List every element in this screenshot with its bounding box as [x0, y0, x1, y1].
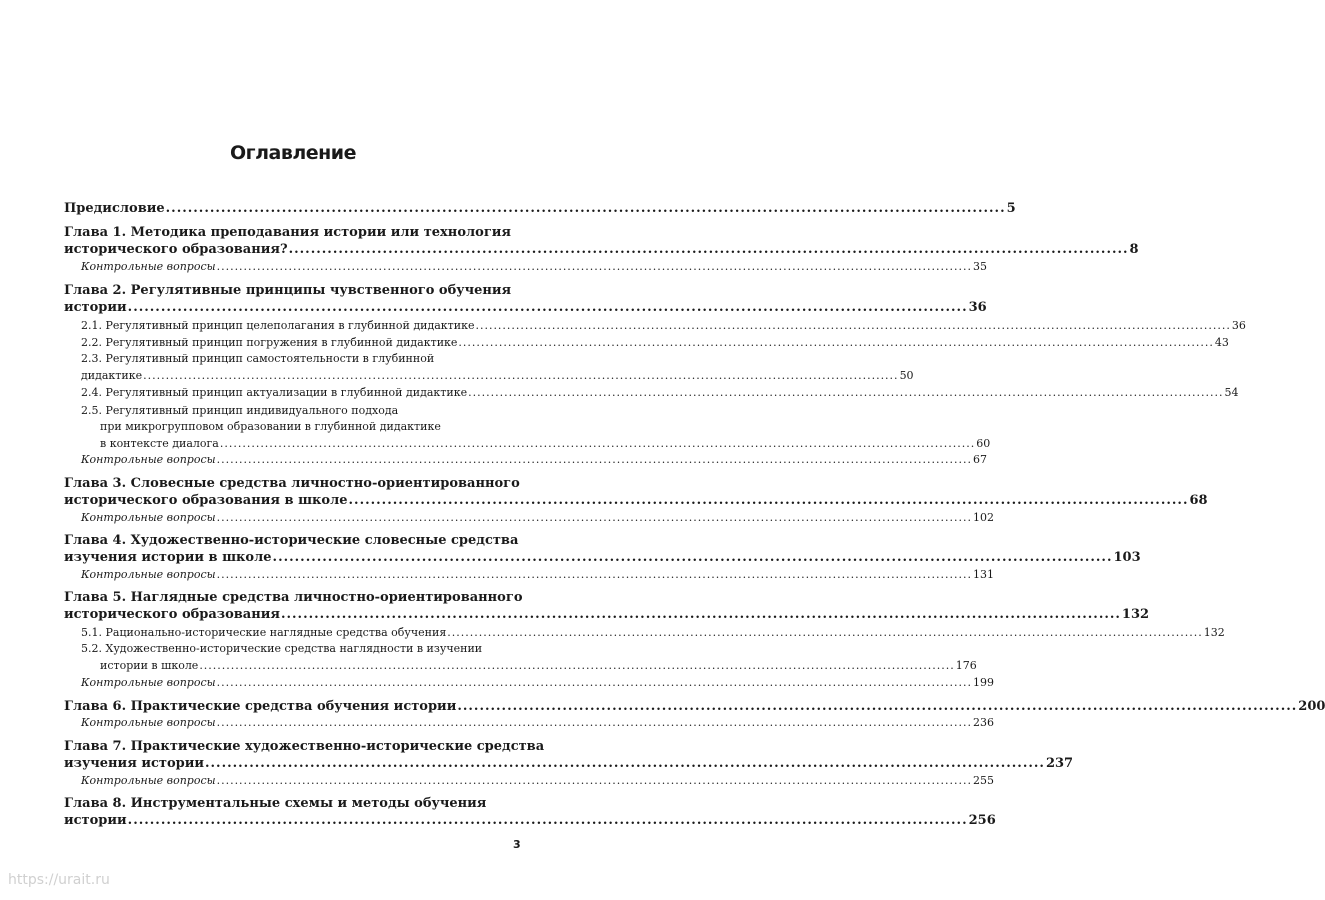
- toc-chapter-title-line[interactable]: Глава 8. Инструментальные схемы и методы обучения: [64, 796, 487, 811]
- toc-leader-dots: ........................................................................................................................................................................: [475, 319, 1231, 332]
- toc-entry-section-2-4[interactable]: [81, 386, 1239, 399]
- toc-entry-text: Контрольные вопросы: [81, 716, 216, 729]
- toc-entry-section-5-1[interactable]: [81, 626, 1225, 639]
- toc-leader-dots: ........................................................................................................................................................................: [216, 676, 973, 689]
- toc-entry-section-2-3[interactable]: [81, 369, 914, 382]
- toc-leader-dots: ........................................................................................................................................................................: [199, 659, 955, 672]
- toc-leader-dots: ........................................................................................................................................................................: [216, 260, 973, 273]
- toc-page-number: 5: [1006, 201, 1016, 216]
- toc-entry-text: истории в школе: [100, 659, 199, 672]
- toc-entry-text: исторического образования: [64, 607, 280, 622]
- toc-chapter-title-line[interactable]: Глава 2. Регулятивные принципы чувственного обучения: [64, 283, 512, 298]
- toc-leader-dots: ........................................................................................................................................................: [280, 607, 1121, 622]
- toc-chapter-title-line[interactable]: Глава 3. Словесные средства личностно-ориентированного: [64, 476, 520, 491]
- toc-entry-preface[interactable]: [64, 201, 1016, 216]
- toc-entry-review-questions[interactable]: [81, 676, 995, 689]
- toc-page-number: 50: [899, 369, 914, 382]
- toc-leader-dots: ........................................................................................................................................................: [288, 242, 1129, 257]
- toc-chapter-title-line[interactable]: Глава 1. Методика преподавания истории или технология: [64, 225, 512, 240]
- toc-entry-review-questions[interactable]: [81, 453, 988, 466]
- toc-page-number: 256: [968, 813, 996, 828]
- toc-leader-dots: ........................................................................................................................................................: [457, 699, 1298, 714]
- toc-leader-dots: ........................................................................................................................................................................: [216, 511, 973, 524]
- toc-page-number: 131: [973, 568, 995, 581]
- toc-section-title-line[interactable]: 2.5. Регулятивный принцип индивидуального подхода: [81, 404, 399, 417]
- watermark-url: https://urait.ru: [8, 872, 110, 888]
- toc-entry-text: истории: [64, 300, 127, 315]
- page-number: 3: [513, 838, 521, 851]
- toc-page-number: 176: [955, 659, 977, 672]
- toc-page-number: 132: [1203, 626, 1225, 639]
- toc-entry-chapter-3[interactable]: [64, 493, 1208, 508]
- toc-entry-text: истории: [64, 813, 127, 828]
- toc-entry-text: 2.4. Регулятивный принцип актуализации в глубинной дидактике: [81, 386, 468, 399]
- toc-entry-chapter-2[interactable]: [64, 300, 987, 315]
- toc-leader-dots: ........................................................................................................................................................: [165, 201, 1006, 216]
- toc-page-number: 103: [1113, 550, 1141, 565]
- toc-entry-text: исторического образования?: [64, 242, 288, 257]
- toc-leader-dots: ........................................................................................................................................................: [205, 756, 1045, 771]
- toc-leader-dots: ........................................................................................................................................................................: [216, 568, 973, 581]
- toc-entry-review-questions[interactable]: [81, 568, 995, 581]
- toc-page-number: 36: [1231, 319, 1246, 332]
- toc-entry-chapter-6[interactable]: [64, 699, 1325, 714]
- toc-leader-dots: ........................................................................................................................................................................: [216, 716, 973, 729]
- toc-leader-dots: ........................................................................................................................................................................: [458, 336, 1214, 349]
- toc-page-number: 255: [973, 774, 995, 787]
- toc-entry-section-2-2[interactable]: [81, 336, 1229, 349]
- toc-section-title-line[interactable]: 2.3. Регулятивный принцип самостоятельности в глубинной: [81, 352, 435, 365]
- toc-section-title-line[interactable]: 5.2. Художественно-исторические средства наглядности в изучении: [81, 642, 483, 655]
- toc-page-number: 102: [973, 511, 995, 524]
- toc-entry-text: Контрольные вопросы: [81, 774, 216, 787]
- toc-page-number: 54: [1224, 386, 1239, 399]
- toc-entry-chapter-1[interactable]: [64, 242, 1139, 257]
- toc-leader-dots: ........................................................................................................................................................: [127, 300, 968, 315]
- toc-chapter-title-line[interactable]: Глава 4. Художественно-исторические словесные средства: [64, 533, 519, 548]
- toc-entry-text: Контрольные вопросы: [81, 511, 216, 524]
- toc-page-number: 68: [1189, 493, 1208, 508]
- toc-entry-chapter-4[interactable]: [64, 550, 1141, 565]
- toc-entry-text: исторического образования в школе: [64, 493, 348, 508]
- toc-entry-text: Контрольные вопросы: [81, 260, 216, 273]
- toc-page-number: 36: [968, 300, 987, 315]
- toc-page-number: 8: [1129, 242, 1139, 257]
- toc-leader-dots: ........................................................................................................................................................................: [219, 437, 976, 450]
- toc-section-title-line[interactable]: при микрогрупповом образовании в глубинной дидактике: [100, 420, 441, 433]
- toc-entry-chapter-5[interactable]: [64, 607, 1150, 622]
- toc-leader-dots: ........................................................................................................................................................................: [216, 453, 973, 466]
- toc-page-number: 237: [1045, 756, 1074, 771]
- toc-leader-dots: ........................................................................................................................................................: [348, 493, 1189, 508]
- toc-entry-review-questions[interactable]: [81, 774, 995, 787]
- toc-entry-section-2-1[interactable]: [81, 319, 1246, 332]
- page-title: Оглавление: [230, 142, 356, 164]
- toc-entry-chapter-7[interactable]: [64, 756, 1074, 771]
- toc-entry-text: в контексте диалога: [100, 437, 219, 450]
- toc-leader-dots: ........................................................................................................................................................: [272, 550, 1113, 565]
- toc-entry-section-2-5[interactable]: [100, 437, 991, 450]
- toc-entry-text: 2.1. Регулятивный принцип целеполагания в глубинной дидактике: [81, 319, 475, 332]
- toc-page-number: 35: [973, 260, 988, 273]
- toc-page-number: 67: [973, 453, 988, 466]
- toc-entry-text: изучения истории в школе: [64, 550, 272, 565]
- toc-leader-dots: ........................................................................................................................................................................: [216, 774, 973, 787]
- toc-page-number: 199: [973, 676, 995, 689]
- toc-page-number: 43: [1214, 336, 1229, 349]
- toc-entry-text: 2.2. Регулятивный принцип погружения в глубинной дидактике: [81, 336, 458, 349]
- toc-page-number: 60: [976, 437, 991, 450]
- toc-entry-text: дидактике: [81, 369, 143, 382]
- toc-entry-review-questions[interactable]: [81, 260, 988, 273]
- toc-page-number: 200: [1298, 699, 1325, 714]
- toc-entry-section-5-2[interactable]: [100, 659, 977, 672]
- toc-entry-review-questions[interactable]: [81, 716, 995, 729]
- toc-entry-chapter-8[interactable]: [64, 813, 996, 828]
- toc-entry-text: Глава 6. Практические средства обучения истории: [64, 699, 457, 714]
- toc-entry-text: Контрольные вопросы: [81, 676, 216, 689]
- toc-entry-text: изучения истории: [64, 756, 204, 771]
- toc-leader-dots: ........................................................................................................................................................................: [447, 626, 1203, 639]
- toc-entry-review-questions[interactable]: [81, 511, 995, 524]
- toc-leader-dots: ........................................................................................................................................................: [127, 813, 968, 828]
- toc-entry-text: Контрольные вопросы: [81, 453, 216, 466]
- toc-leader-dots: ........................................................................................................................................................................: [143, 369, 899, 382]
- toc-page-number: 132: [1121, 607, 1150, 622]
- toc-entry-text: Контрольные вопросы: [81, 568, 216, 581]
- toc-chapter-title-line[interactable]: Глава 7. Практические художественно-исторические средства: [64, 739, 545, 754]
- toc-chapter-title-line[interactable]: Глава 5. Наглядные средства личностно-ориентированного: [64, 590, 523, 605]
- toc-page-number: 236: [973, 716, 995, 729]
- toc-entry-text: 5.1. Рационально-исторические наглядные средства обучения: [81, 626, 447, 639]
- toc-entry-text: Предисловие: [64, 201, 165, 216]
- toc-leader-dots: ........................................................................................................................................................................: [468, 386, 1224, 399]
